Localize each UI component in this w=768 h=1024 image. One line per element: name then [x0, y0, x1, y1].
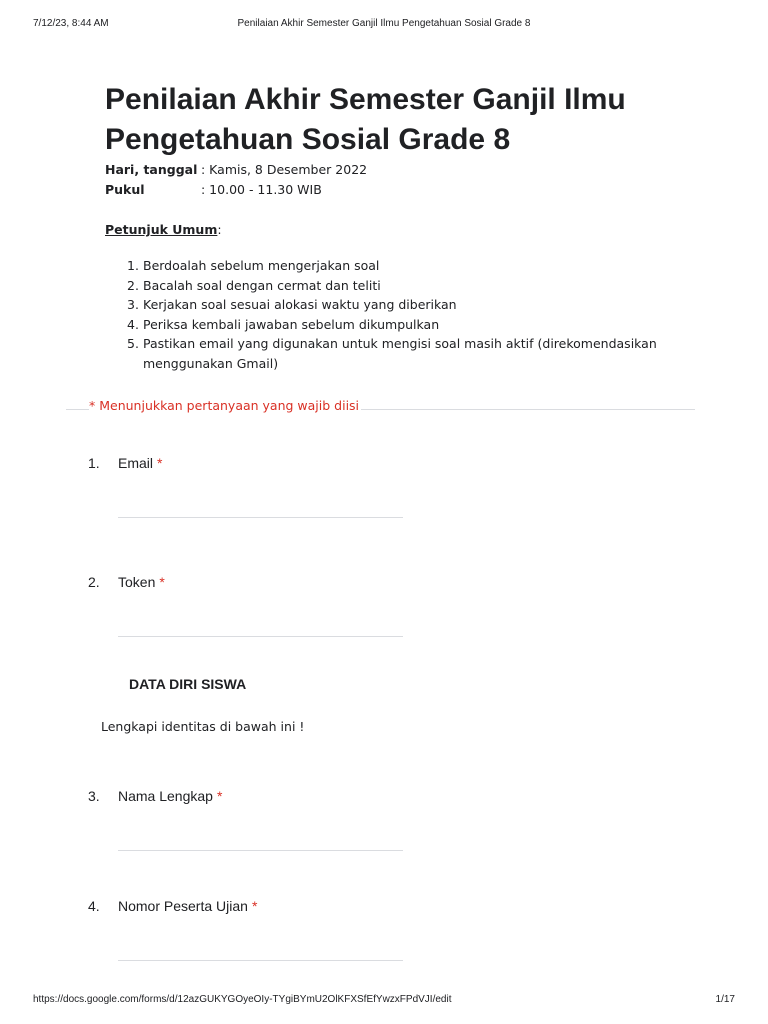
email-input[interactable]: [118, 517, 403, 518]
instruction-number: 3.: [127, 297, 139, 312]
question-label-text: Email: [118, 455, 154, 471]
info-label: Pukul: [105, 182, 145, 197]
question-label: [118, 455, 162, 471]
section-description: Lengkapi identitas di bawah ini !: [101, 719, 305, 734]
instruction-item: [127, 334, 687, 373]
info-value: : Kamis, 8 Desember 2022: [201, 162, 368, 177]
question-label: [118, 574, 165, 590]
exam-number-input[interactable]: [118, 960, 403, 961]
question-label-text: Token: [118, 574, 156, 590]
instruction-item: [127, 315, 687, 335]
question-number: 4.: [88, 898, 100, 914]
required-asterisk: *: [159, 574, 165, 590]
instruction-text: Kerjakan soal sesuai alokasi waktu yang diberikan: [143, 297, 457, 312]
info-label: Hari, tanggal: [105, 162, 198, 177]
print-timestamp: 7/12/23, 8:44 AM: [33, 18, 109, 29]
instruction-number: 2.: [127, 277, 139, 293]
instruction-item: [127, 295, 687, 315]
question-number: 2.: [88, 574, 100, 590]
instruction-item: [127, 276, 687, 296]
instruction-number: 4.: [127, 316, 139, 332]
required-asterisk: *: [216, 788, 223, 804]
question-label-text: Nama Lengkap: [118, 788, 213, 804]
print-url: https://docs.google.com/forms/d/12azGUKYGOyeOIy-TYgiBYmU2OlKFXSfEfYwzxFPdVJI/edit: [33, 994, 452, 1005]
instruction-number: 5.: [127, 336, 139, 351]
question-number: 1.: [88, 455, 100, 471]
full-name-input[interactable]: [118, 850, 403, 851]
required-asterisk: *: [157, 455, 163, 471]
required-note: * Menunjukkan pertanyaan yang wajib diisi: [89, 398, 360, 413]
instruction-item: [127, 256, 687, 276]
section-title: DATA DIRI SISWA: [129, 676, 247, 692]
print-doc-title: Penilaian Akhir Semester Ganjil Ilmu Pengetahuan Sosial Grade 8: [237, 18, 531, 29]
instruction-text: Berdoalah sebelum mengerjakan soal: [143, 258, 380, 273]
question-label-text: Nomor Peserta Ujian: [118, 898, 248, 914]
required-asterisk: *: [251, 898, 258, 914]
form-title: Penilaian Akhir Semester Ganjil Ilmu Pengetahuan Sosial Grade 8: [105, 83, 626, 156]
token-input[interactable]: [118, 636, 403, 637]
page-number: 1/17: [715, 994, 735, 1005]
instruction-number: 1.: [127, 258, 139, 273]
instructions-heading-colon: :: [217, 222, 222, 237]
instructions-heading: [105, 222, 222, 237]
question-number: 3.: [88, 788, 100, 804]
instructions-list: [127, 256, 687, 373]
instruction-text: Periksa kembali jawaban sebelum dikumpulkan: [143, 316, 440, 332]
question-label: [118, 898, 257, 914]
instruction-text: Pastikan email yang digunakan untuk mengisi soal masih aktif (direkomendasikan menggunakan Gmail): [143, 336, 657, 371]
info-value: : 10.00 - 11.30 WIB: [201, 182, 322, 197]
instruction-text: Bacalah soal dengan cermat dan teliti: [143, 277, 381, 293]
instructions-heading-label: Petunjuk Umum: [105, 222, 218, 237]
question-label: [118, 788, 222, 804]
